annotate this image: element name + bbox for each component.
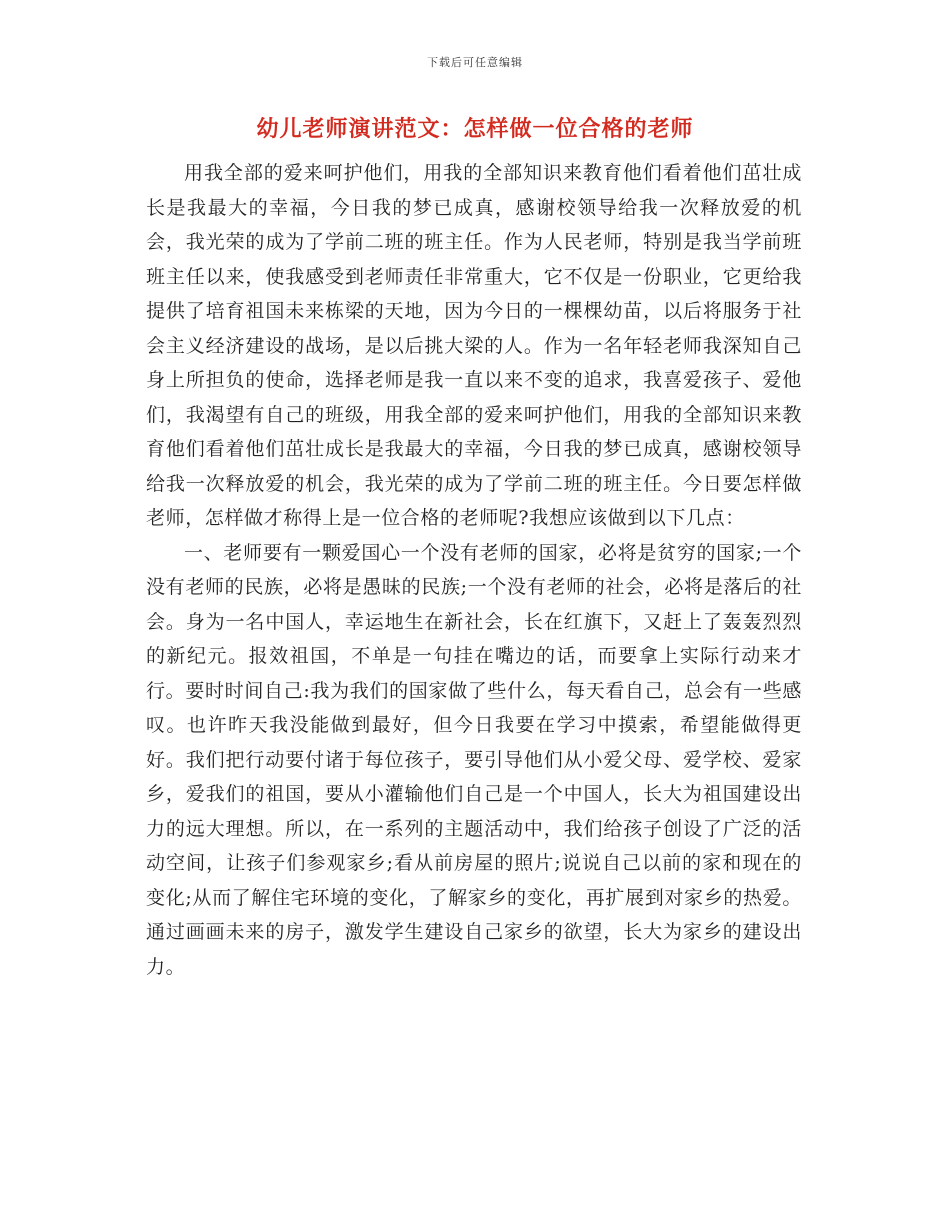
header-note: 下载后可任意编辑 — [427, 56, 523, 69]
paragraph-intro: 用我全部的爱来呵护他们，用我的全部知识来教育他们看着他们茁壮成长是我最大的幸福，今日我的梦已成真，感谢校领导给我一次释放爱的机会，我光荣的成为了学前二班的班主任。作为人民老师，特别是我当学前班班主任以来，使我感受到老师责任非常重大，它不仅是一份职业，它更给我提供了培育祖国未来栋梁的天地，因为今日的一棵棵幼苗，以后将服务于社会主义经济建设的战场，是以后挑大梁的人。作为一名年轻老师我深知自己身上所担负的使命，选择老师是我一直以来不变的追求，我喜爱孩子、爱他们，我渴望有自己的班级，用我全部的爱来呵护他们，用我的全部知识来教育他们看着他们茁壮成长是我最大的幸福，今日我的梦已成真，感谢校领导给我一次释放爱的机会，我光荣的成为了学前二班的班主任。今日要怎样做老师，怎样做才称得上是一位合格的老师呢?我想应该做到以下几点： — [146, 162, 802, 529]
document-body — [146, 156, 802, 984]
paragraph-section-one: 一、老师要有一颗爱国心一个没有老师的国家，必将是贫穷的国家;一个没有老师的民族，必将是愚昧的民族;一个没有老师的社会，必将是落后的社会。身为一名中国人，幸运地生在新社会，长在红旗下，又赶上了轰轰烈烈的新纪元。报效祖国，不单是一句挂在嘴边的话，而要拿上实际行动来才行。要时时间自己:我为我们的国家做了些什么，每天看自己，总会有一些感叹。也许昨天我没能做到最好，但今日我要在学习中摸索，希望能做得更好。我们把行动要付诸于每位孩子，要引导他们从小爱父母、爱学校、爱家乡，爱我们的祖国，要从小灌输他们自己是一个中国人，长大为祖国建设出力的远大理想。所以，在一系列的主题活动中，我们给孩子创设了广泛的活动空间，让孩子们参观家乡;看从前房屋的照片;说说自己以前的家和现在的变化;从而了解住宅环境的变化，了解家乡的变化，再扩展到对家乡的热爱。通过画画未来的房子，激发学生建设自己家乡的欲望，长大为家乡的建设出力。 — [146, 541, 802, 978]
document-title: 幼儿老师演讲范文：怎样做一位合格的老师 — [256, 116, 694, 142]
